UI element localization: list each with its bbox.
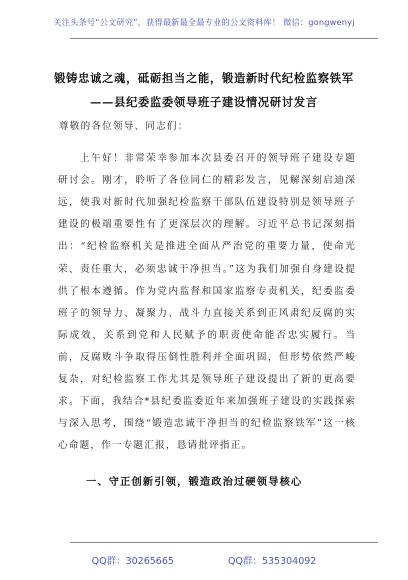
salutation: 尊敬的各位领导、同志们： [59, 121, 189, 132]
section-heading: 一、守正创新引领，锻造政治过硬领导核心 [86, 476, 303, 488]
document-title: 锻铸忠诚之魂，砥砺担当之能，锻造新时代纪检监察铁军 [54, 71, 354, 85]
body-paragraph: 上午好！非常荣幸参加本次县委召开的领导班子建设专题研讨会。刚才，聆听了各位同仁的精彩发言，见解深刻启迪深远，使我对新时代加强纪检监察干部队伍建设特别是领导班子建设的极端重要性有了更深层次的理解。习近平总书记深刻指出：“纪检监察机关是推进全面从严治党的重要力量，使命光荣、责任重大，必须忠诚干净担当。”这为我们加强自身建设提供了根本遵循。作为党内监督和国家监察专责机关，纪委监委班子的领导力、凝聚力、战斗力直接关系到正风肃纪反腐的实际成效，关系到党和人民赋予的职责使命能否忠实履行。当前，反腐败斗争取得压倒性胜利并全面巩固，但形势依然严峻复杂，对纪检监察工作尤其是领导班子建设提出了新的更高要求。下面，我结合*县纪委监委近年来加强班子建设的实践探索与深入思考，围绕“锻造忠诚干净担当的纪检监察铁军”这一核心命题，作一专题汇报，恳请批评指正。 [58, 153, 356, 452]
page-footer [0, 553, 408, 567]
footer-qq-group-right: QQ群：535304092 [228, 556, 317, 567]
header-divider [70, 38, 378, 39]
document-body [58, 116, 356, 457]
footer-qq-group-left: QQ群：30265665 [91, 556, 174, 567]
page-header-banner: 关注头条号“公文研究”，获得最新最全最专业的公文资料库！ 微信：gongwenyj [53, 17, 355, 27]
footer-divider [70, 542, 378, 543]
document-subtitle: ——县纪委监委领导班子建设情况研讨发言 [90, 95, 318, 109]
